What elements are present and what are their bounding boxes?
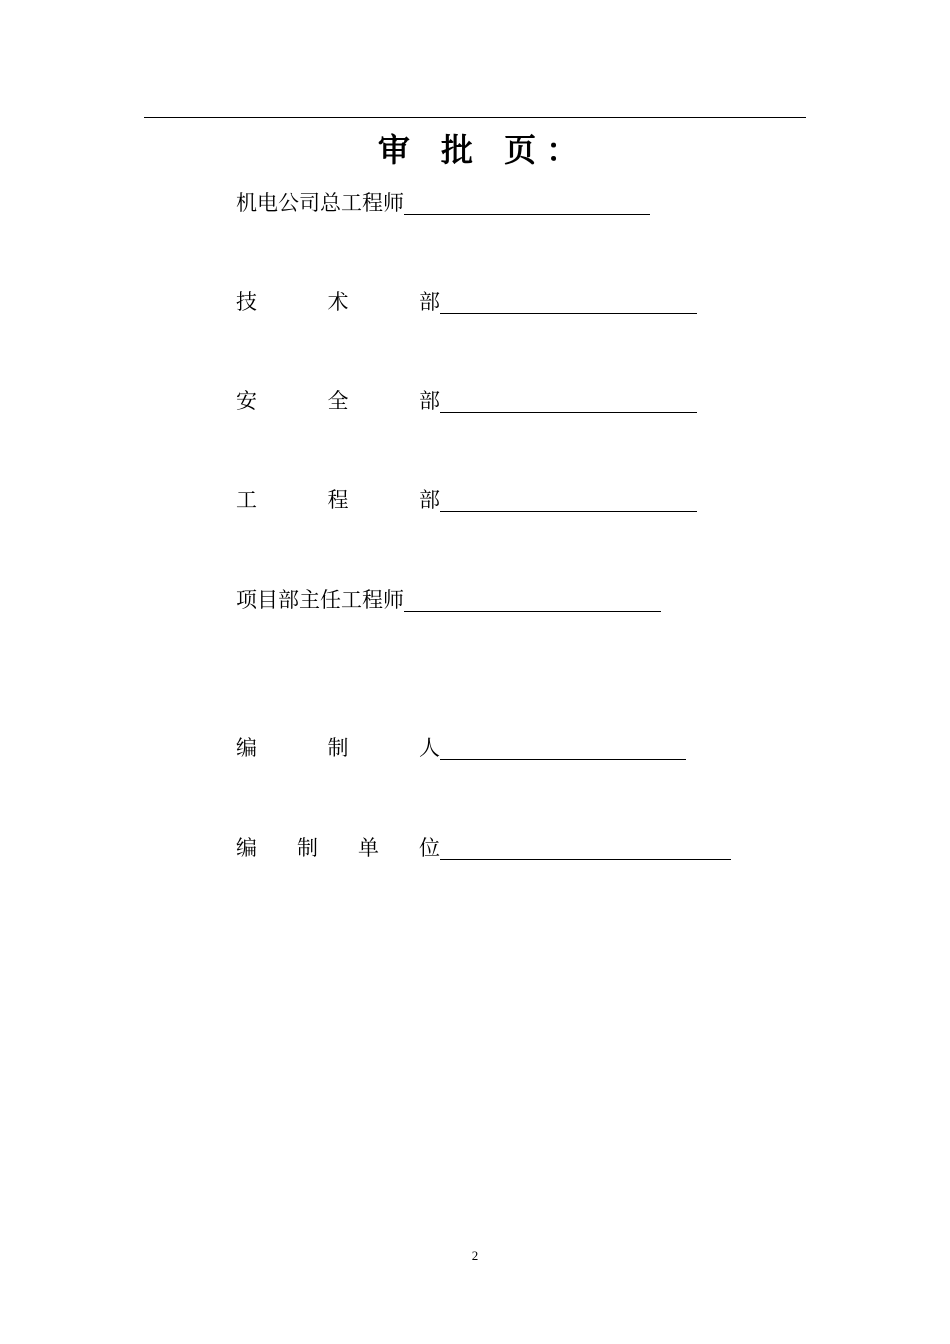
label-char: 人 [419, 736, 440, 760]
label-char: 程 [327, 488, 349, 512]
field-row-compiling-unit [236, 831, 731, 861]
field-row-compiler [236, 731, 686, 761]
label-char: 编 [236, 836, 257, 860]
label-char: 制 [297, 836, 318, 860]
field-row-chief-engineer [236, 186, 650, 216]
label-char: 单 [358, 836, 379, 860]
label-char: 工 [236, 488, 257, 512]
label-char: 位 [419, 836, 440, 860]
signature-line-compiler[interactable] [440, 759, 686, 760]
signature-line-chief-engineer[interactable] [404, 214, 650, 215]
signature-line-compiling-unit[interactable] [440, 859, 731, 860]
page-number: 2 [471, 1248, 479, 1263]
signature-line-engineering-dept[interactable] [440, 511, 697, 512]
field-label-safety-dept [236, 388, 440, 414]
field-row-technical-dept [236, 285, 697, 315]
label-char: 安 [236, 389, 257, 413]
label-char: 技 [236, 290, 257, 314]
signature-line-safety-dept[interactable] [440, 412, 697, 413]
field-label-compiling-unit [236, 835, 440, 861]
header-rule [144, 117, 806, 118]
field-row-project-chief-engineer [236, 583, 661, 613]
label-char: 全 [327, 389, 349, 413]
label-char: 术 [327, 290, 349, 314]
label-char: 部 [419, 389, 440, 413]
page-title: 审 批 页： [377, 131, 589, 169]
field-label-engineering-dept [236, 487, 440, 513]
signature-line-project-chief-engineer[interactable] [404, 611, 661, 612]
signature-line-technical-dept[interactable] [440, 313, 697, 314]
field-label-technical-dept [236, 289, 440, 315]
label-char: 制 [327, 736, 349, 760]
field-row-engineering-dept [236, 483, 697, 513]
field-row-safety-dept [236, 384, 697, 414]
field-label-compiler [236, 735, 440, 761]
field-label-project-chief-engineer: 项目部主任工程师 [236, 588, 404, 612]
label-char: 部 [419, 488, 440, 512]
field-label-chief-engineer: 机电公司总工程师 [236, 191, 404, 215]
label-char: 部 [419, 290, 440, 314]
label-char: 编 [236, 736, 257, 760]
